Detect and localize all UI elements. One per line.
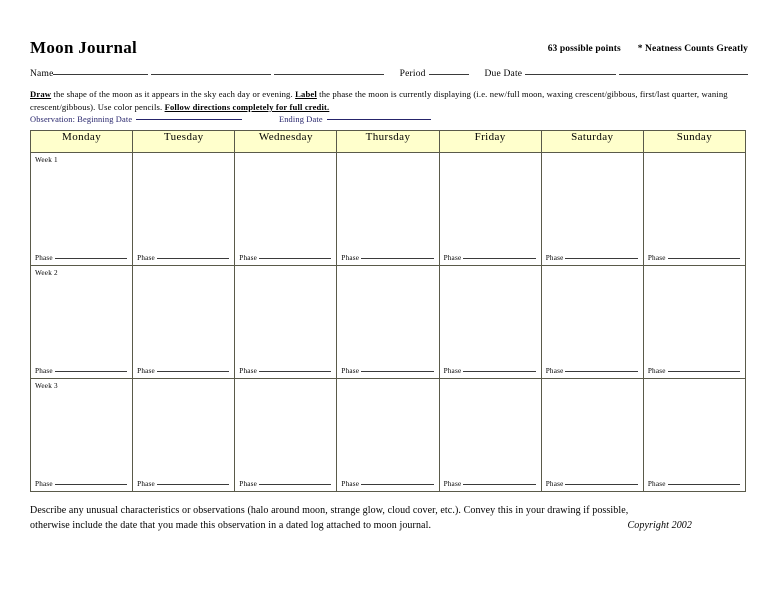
phase-blank[interactable] [55,484,127,485]
phase-label: Phase [341,367,360,375]
phase-blank[interactable] [157,371,229,372]
day-cell[interactable] [235,266,337,379]
phase-blank[interactable] [157,258,229,259]
day-cell[interactable] [643,266,745,379]
column-header-tuesday: Tuesday [133,131,235,153]
phase-blank[interactable] [463,371,535,372]
phase-label: Phase [341,254,360,262]
phase-entry[interactable] [239,480,331,488]
phase-entry[interactable] [341,367,433,375]
phase-entry[interactable] [444,367,536,375]
day-cell[interactable] [541,153,643,266]
phase-blank[interactable] [361,258,433,259]
due-date-blank-2[interactable] [619,74,748,75]
day-cell[interactable] [133,266,235,379]
ending-date-blank[interactable] [327,119,431,120]
phase-entry[interactable] [35,367,127,375]
phase-entry[interactable] [341,480,433,488]
name-blank-1[interactable] [53,74,147,75]
day-cell[interactable] [541,266,643,379]
week-label: Week 2 [35,269,58,277]
due-date-label: Due Date [484,69,523,79]
day-cell[interactable] [439,379,541,492]
column-header-monday: Monday [31,131,133,153]
instructions-part-1: the shape of the moon as it appears in the sky each day or evening. [51,89,296,99]
phase-entry[interactable] [137,367,229,375]
phase-blank[interactable] [463,258,535,259]
phase-entry[interactable] [648,480,740,488]
day-cell[interactable] [541,379,643,492]
phase-entry[interactable] [35,254,127,262]
day-cell[interactable] [133,153,235,266]
phase-blank[interactable] [259,371,331,372]
period-blank[interactable] [429,74,469,75]
phase-entry[interactable] [444,254,536,262]
phase-label: Phase [545,480,564,488]
phase-blank[interactable] [55,258,127,259]
day-cell[interactable] [439,266,541,379]
observation-beginning-label: Observation: Beginning Date [30,115,133,124]
phase-label: Phase [545,367,564,375]
phase-label: Phase [545,254,564,262]
phase-entry[interactable] [35,480,127,488]
document-header [30,26,748,56]
possible-points-text: 63 possible points [547,44,621,54]
table-row [31,153,746,266]
period-label: Period [399,69,426,79]
day-cell[interactable] [31,379,133,492]
phase-entry[interactable] [546,480,638,488]
phase-label: Phase [239,480,258,488]
phase-entry[interactable] [239,254,331,262]
phase-blank[interactable] [565,371,637,372]
page-title: Moon Journal [30,38,138,57]
day-cell[interactable] [235,153,337,266]
phase-blank[interactable] [463,484,535,485]
name-blank-3[interactable] [274,74,384,75]
phase-blank[interactable] [565,484,637,485]
phase-label: Phase [647,367,666,375]
phase-entry[interactable] [546,254,638,262]
day-cell[interactable] [337,379,439,492]
neatness-note-text: * Neatness Counts Greatly [637,44,748,54]
phase-blank[interactable] [668,484,740,485]
phase-blank[interactable] [565,258,637,259]
phase-label: Phase [239,367,258,375]
phase-blank[interactable] [361,484,433,485]
phase-label: Phase [647,480,666,488]
phase-entry[interactable] [137,480,229,488]
observation-dates-line [30,115,748,124]
footer-line-1: Describe any unusual characteristics or observations (halo around moon, strange glow, cloud cover, etc.). Convey this in your drawing if possible, [30,505,629,516]
week-label: Week 3 [35,382,58,390]
name-period-line [30,69,748,79]
phase-entry[interactable] [444,480,536,488]
phase-entry[interactable] [648,254,740,262]
day-cell[interactable] [133,379,235,492]
calendar-header [31,131,746,153]
phase-label: Phase [647,254,666,262]
column-header-friday: Friday [439,131,541,153]
day-cell[interactable] [337,153,439,266]
observation-ending-label: Ending Date [278,115,323,124]
day-cell[interactable] [643,379,745,492]
day-cell[interactable] [31,266,133,379]
label-keyword: Label [295,89,317,99]
grading-note [548,44,748,56]
phase-entry[interactable] [137,254,229,262]
phase-label: Phase [137,254,155,262]
phase-blank[interactable] [668,371,740,372]
phase-label: Phase [443,367,462,375]
phase-label: Phase [341,480,360,488]
phase-label: Phase [443,254,462,262]
phase-label: Phase [137,367,155,375]
phase-label: Phase [35,254,53,262]
moon-journal-calendar [30,130,746,492]
draw-keyword: Draw [30,89,52,99]
calendar-body [31,153,746,492]
beginning-date-blank[interactable] [136,119,242,120]
phase-label: Phase [137,480,155,488]
phase-blank[interactable] [361,371,433,372]
phase-entry[interactable] [648,367,740,375]
phase-blank[interactable] [259,258,331,259]
column-header-sunday: Sunday [643,131,745,153]
copyright-notice: Copyright 2002 [627,520,692,531]
table-row [31,379,746,492]
phase-blank[interactable] [55,371,127,372]
name-blank-2[interactable] [151,74,271,75]
table-row [31,266,746,379]
phase-blank[interactable] [668,258,740,259]
day-cell[interactable] [643,153,745,266]
due-date-blank-1[interactable] [525,74,616,75]
phase-entry[interactable] [239,367,331,375]
footer-line-2-row [30,518,748,533]
footer-line-2: otherwise include the date that you made this observation in a dated log attached to moon journal. [30,520,432,531]
phase-entry[interactable] [341,254,433,262]
phase-blank[interactable] [259,484,331,485]
name-label: Name [30,69,54,79]
column-header-wednesday: Wednesday [235,131,337,153]
phase-label: Phase [35,367,53,375]
day-cell[interactable] [235,379,337,492]
phase-label: Phase [239,254,258,262]
day-cell[interactable] [439,153,541,266]
day-cell[interactable] [337,266,439,379]
instructions-part-2: the phase the moon is currently displaying (i.e. new/full moon, waxing crescent/gibbous, first/last quarter, waning crescent/gibbous). Use color pencils. [30,89,728,112]
column-header-thursday: Thursday [337,131,439,153]
column-header-saturday: Saturday [541,131,643,153]
phase-label: Phase [35,480,53,488]
calendar-header-row [31,131,746,153]
follow-directions-note: Follow directions completely for full credit. [164,102,330,112]
day-cell[interactable] [31,153,133,266]
phase-entry[interactable] [546,367,638,375]
phase-label: Phase [443,480,462,488]
instructions-paragraph [30,88,748,114]
footer-note [30,503,748,533]
week-label: Week 1 [35,156,58,164]
phase-blank[interactable] [157,484,229,485]
